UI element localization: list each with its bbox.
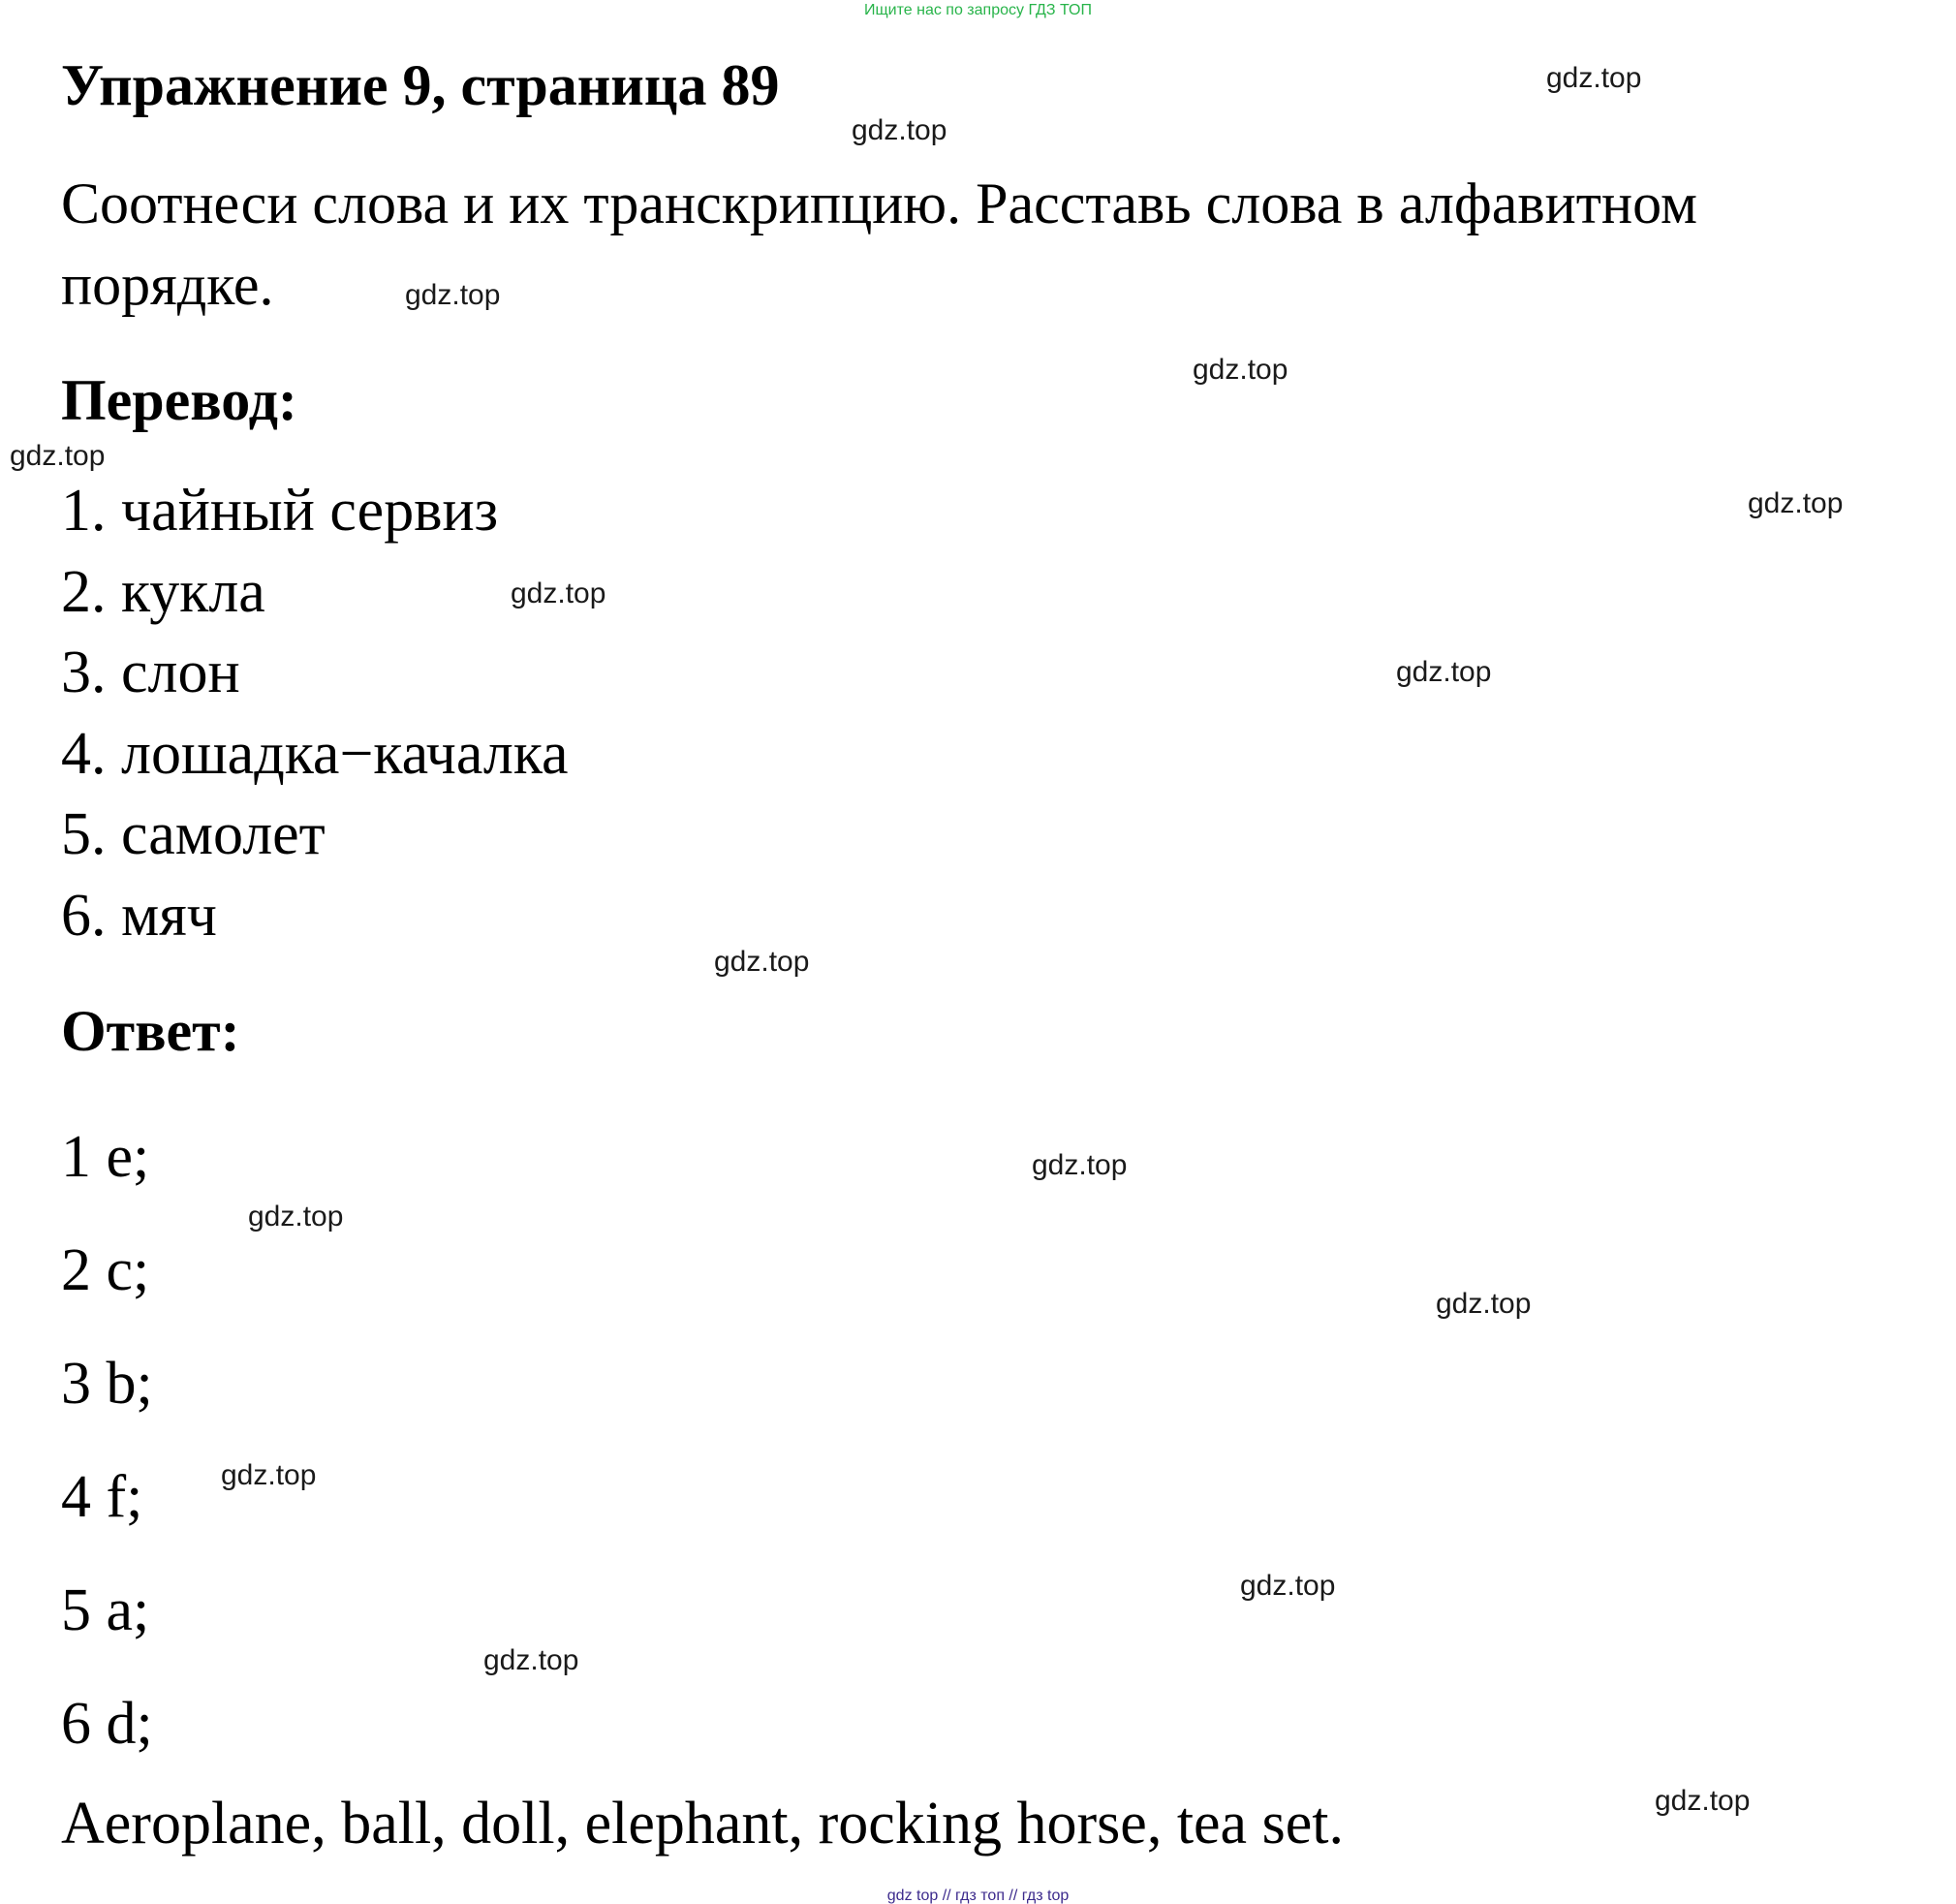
answer-item: 3 b; <box>61 1351 153 1417</box>
footer: gdz top // гдз топ // гдз top <box>886 1888 1070 1904</box>
answer-heading: Ответ: <box>61 999 240 1063</box>
watermark: gdz.top <box>1546 62 1642 94</box>
watermark: gdz.top <box>714 946 810 978</box>
watermark: gdz.top <box>1655 1785 1751 1817</box>
top-banner: Ищите нас по запросу ГДЗ ТОП <box>864 2 1092 18</box>
answer-item: 5 a; <box>61 1577 150 1643</box>
watermark: gdz.top <box>1240 1570 1336 1602</box>
watermark: gdz.top <box>221 1459 317 1491</box>
answer-item: 1 e; <box>61 1124 150 1190</box>
watermark: gdz.top <box>1436 1288 1532 1320</box>
translation-item: 6. мяч <box>61 882 217 949</box>
translation-item: 2. кукла <box>61 558 265 625</box>
translation-item: 5. самолет <box>61 801 326 867</box>
page-title: Упражнение 9, страница 89 <box>61 53 780 117</box>
translation-item: 1. чайный сервиз <box>61 478 499 544</box>
watermark: gdz.top <box>10 440 106 472</box>
watermark: gdz.top <box>511 577 606 609</box>
answer-item: 6 d; <box>61 1691 153 1757</box>
translation-heading: Перевод: <box>61 368 297 432</box>
task-text: Соотнеси слова и их транскрипцию. Расставь слова в алфавитном порядке. <box>61 172 1697 317</box>
watermark: gdz.top <box>1193 354 1288 386</box>
answer-list <box>61 1101 153 1781</box>
watermark: gdz.top <box>248 1201 344 1233</box>
translation-item: 3. слон <box>61 640 240 705</box>
watermark: gdz.top <box>483 1644 579 1676</box>
final-answer: Aeroplane, ball, doll, elephant, rocking horse, tea set. <box>61 1791 1344 1857</box>
translation-item: 4. лошадка−качалка <box>61 720 569 787</box>
watermark: gdz.top <box>1396 656 1492 688</box>
answer-item: 4 f; <box>61 1464 143 1530</box>
watermark: gdz.top <box>1748 487 1844 519</box>
answer-item: 2 c; <box>61 1237 150 1303</box>
translation-list <box>61 471 569 956</box>
watermark: gdz.top <box>405 279 501 311</box>
watermark: gdz.top <box>852 114 947 146</box>
watermark: gdz.top <box>1032 1149 1128 1181</box>
